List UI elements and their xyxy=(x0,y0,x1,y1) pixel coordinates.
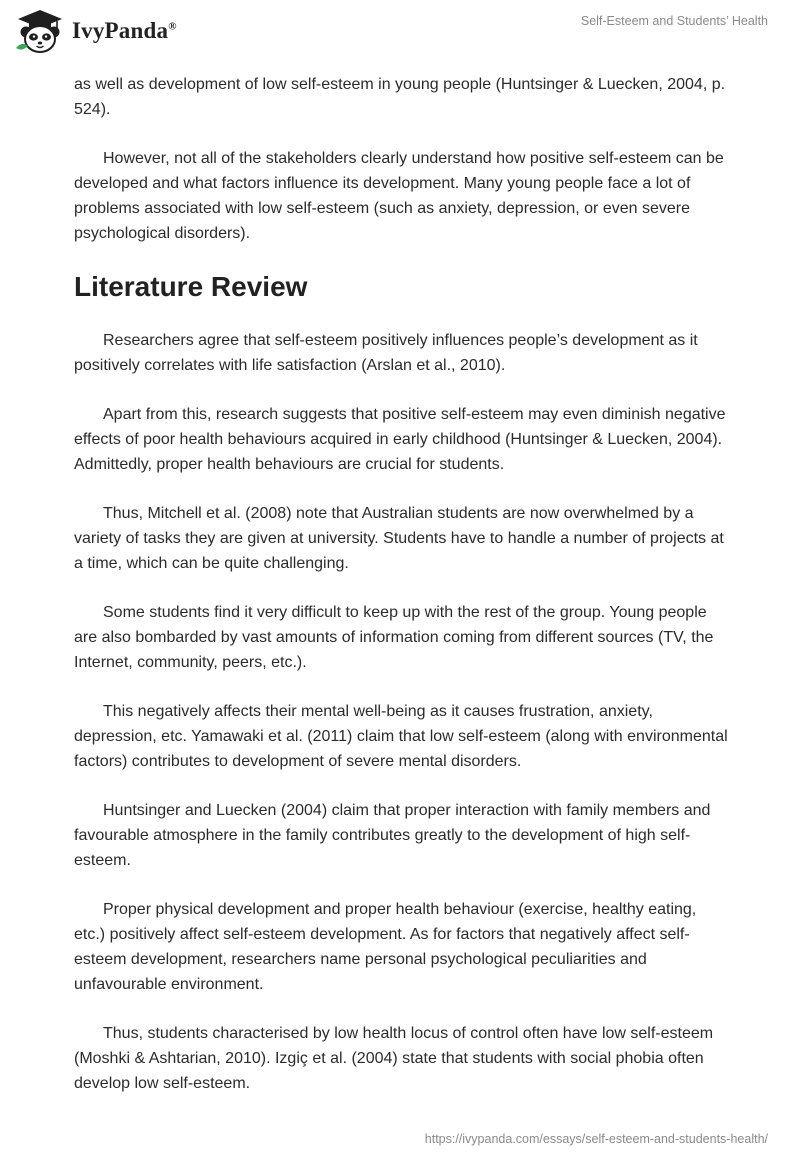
brand-logo[interactable] xyxy=(14,8,177,54)
document-title: Self-Esteem and Students’ Health xyxy=(580,14,768,28)
brand-name xyxy=(72,18,177,44)
brand-name-text: IvyPanda xyxy=(72,18,169,43)
paragraph: Proper physical development and proper health behaviour (exercise, healthy eating, etc.) positively affect self-esteem development. As for factors that negatively affect self-esteem development, researchers name personal psychological peculiarities and unfavourable environment. xyxy=(74,901,697,993)
paragraph: Apart from this, research suggests that positive self-esteem may even diminish negative effects of poor health behaviours acquired in early childhood (Huntsinger & Luecken, 2004). Admittedly, proper health behaviours are crucial for students. xyxy=(74,406,726,473)
panda-graduate-icon xyxy=(14,8,66,54)
page-header xyxy=(0,0,800,62)
paragraph: Some students find it very difficult to keep up with the rest of the group. Young people are also bombarded by vast amounts of information coming from different sources (TV, the Internet, community, peers, etc.). xyxy=(74,604,714,671)
paragraph: as well as development of low self-esteem in young people (Huntsinger & Luecken, 2004, p. 524). xyxy=(74,76,726,118)
paragraph: Huntsinger and Luecken (2004) claim that proper interaction with family members and favourable atmosphere in the family contributes greatly to the development of high self-esteem. xyxy=(74,802,711,869)
paragraph: Thus, students characterised by low health locus of control often have low self-esteem (Moshki & Ashtarian, 2010). Izgiç et al. (2004) state that students with social phobia often develop low self-esteem. xyxy=(74,1025,714,1092)
source-url-link[interactable]: https://ivypanda.com/essays/self-esteem-and-students-health/ xyxy=(424,1132,768,1146)
paragraph: This negatively affects their mental well-being as it causes frustration, anxiety, depression, etc. Yamawaki et al. (2011) claim that low self-esteem (along with environmental factors) contributes to development of severe mental disorders. xyxy=(74,703,728,770)
section-heading: Literature Review xyxy=(74,271,308,302)
paragraph: Thus, Mitchell et al. (2008) note that Australian students are now overwhelmed by a variety of tasks they are given at university. Students have to handle a number of projects at a time, which can be quite challenging. xyxy=(74,505,724,572)
essay-body xyxy=(74,72,730,1120)
paragraph: Researchers agree that self-esteem positively influences people’s development as it positively correlates with life satisfaction (Arslan et al., 2010). xyxy=(74,332,698,374)
paragraph: However, not all of the stakeholders clearly understand how positive self-esteem can be developed and what factors influence its development. Many young people face a lot of problems associated with low self-esteem (such as anxiety, depression, or even severe psychological disorders). xyxy=(74,150,724,242)
registered-mark: ® xyxy=(168,20,177,33)
